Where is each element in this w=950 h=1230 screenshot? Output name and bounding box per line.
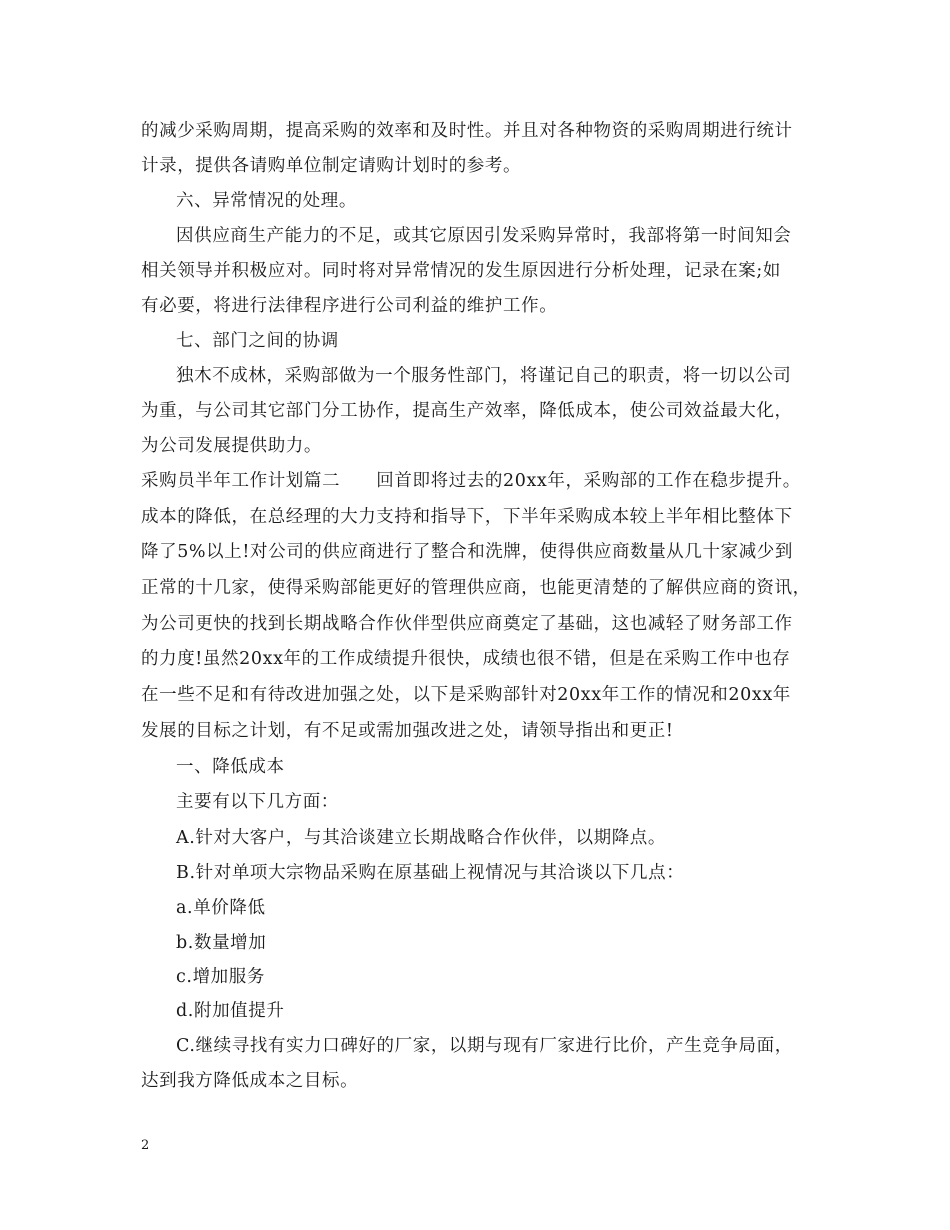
section-heading: 七、部门之间的协调 <box>176 331 339 351</box>
list-item: c.增加服务 <box>176 967 265 987</box>
body-text-line: 为公司发展提供助力。 <box>141 436 322 456</box>
article-title-line: 采购员半年工作计划篇二 回首即将过去的20xx年，采购部的工作在稳步提升。 <box>141 471 801 491</box>
list-item: b.数量增加 <box>176 933 267 953</box>
list-item: a.单价降低 <box>176 898 266 918</box>
body-text-line: 独木不成林，采购部做为一个服务性部门，将谨记自己的职责，将一切以公司 <box>176 366 792 386</box>
list-item: C.继续寻找有实力口碑好的厂家，以期与现有厂家进行比价，产生竞争局面， <box>176 1036 793 1056</box>
list-item: B.针对单项大宗物品采购在原基础上视情况与其洽谈以下几点： <box>176 863 685 883</box>
body-text-line: 相关领导并积极应对。同时将对异常情况的发生原因进行分析处理，记录在案;如 <box>141 261 781 281</box>
body-text-line: 为公司更快的找到长期战略合作伙伴型供应商奠定了基础，这也减轻了财务部工作 <box>141 614 793 634</box>
list-item: A.针对大客户，与其洽谈建立长期战略合作伙伴，以期降点。 <box>176 828 666 848</box>
body-text-line: 降了5%以上!对公司的供应商进行了整合和洗牌，使得供应商数量从几十家减少到 <box>141 542 793 562</box>
body-text-line: 因供应商生产能力的不足，或其它原因引发采购异常时，我部将第一时间知会 <box>176 226 792 246</box>
page-number: 2 <box>141 1138 150 1153</box>
body-text-line: 为重，与公司其它部门分工协作，提高生产效率，降低成本，使公司效益最大化， <box>141 401 793 421</box>
body-text-line: 发展的目标之计划，有不足或需加强改进之处，请领导指出和更正! <box>141 721 674 741</box>
body-text-line: 成本的降低，在总经理的大力支持和指导下，下半年采购成本较上半年相比整体下 <box>141 507 793 527</box>
body-text-line: 达到我方降低成本之目标。 <box>141 1071 359 1091</box>
body-text-line: 主要有以下几方面： <box>176 792 339 812</box>
body-text-line: 在一些不足和有待改进加强之处，以下是采购部针对20xx年工作的情况和20xx年 <box>141 685 791 705</box>
body-text-line: 正常的十几家，使得采购部能更好的管理供应商，也能更清楚的了解供应商的资讯， <box>141 578 811 598</box>
body-text-line: 有必要，将进行法律程序进行公司利益的维护工作。 <box>141 296 558 316</box>
list-item: d.附加值提升 <box>176 1001 285 1021</box>
section-heading: 一、降低成本 <box>176 757 285 777</box>
section-heading: 六、异常情况的处理。 <box>176 191 357 211</box>
body-text-line: 计录，提供各请购单位制定请购计划时的参考。 <box>141 156 522 176</box>
body-text-line: 的减少采购周期，提高采购的效率和及时性。并且对各种物资的采购周期进行统计 <box>141 121 793 141</box>
body-text-line: 的力度!虽然20xx年的工作成绩提升很快，成绩也很不错，但是在采购工作中也存 <box>141 649 791 669</box>
